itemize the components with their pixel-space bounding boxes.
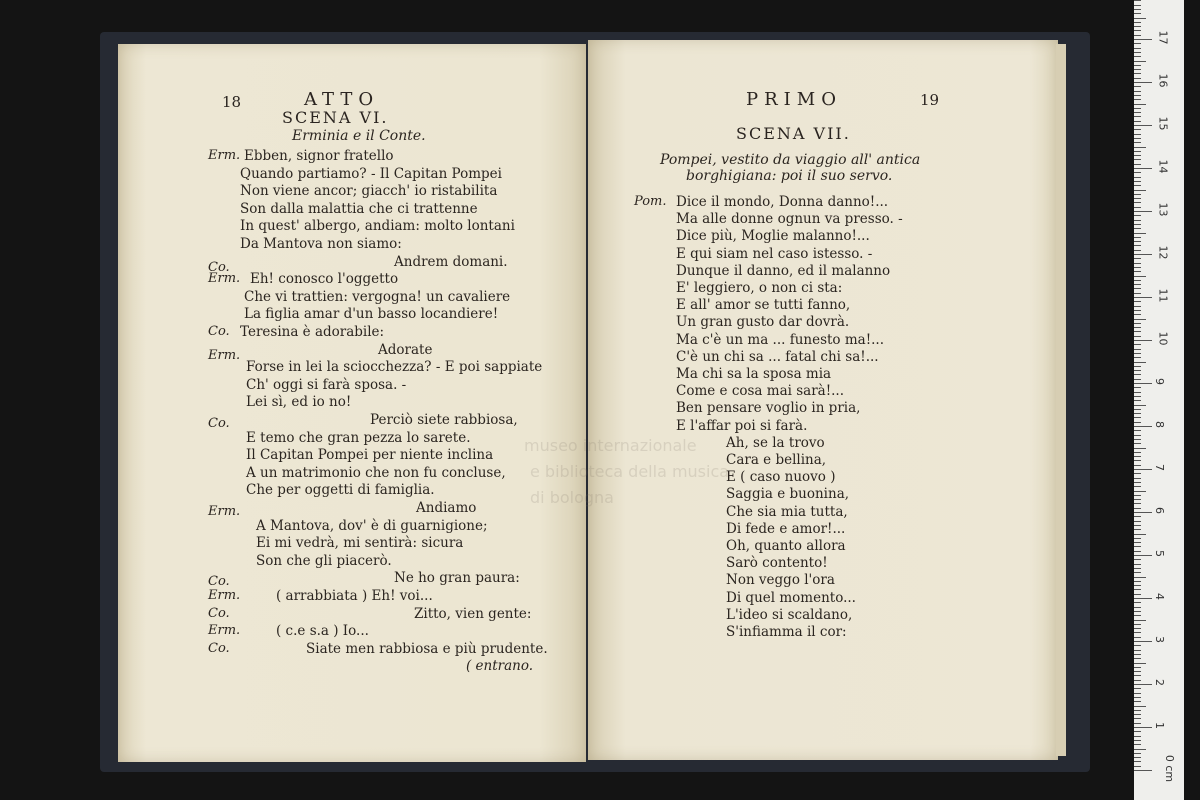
verse-line: Dunque il danno, ed il malanno xyxy=(676,262,891,279)
ruler-tick xyxy=(1134,602,1141,603)
speaker-label: Erm. xyxy=(208,148,241,163)
ruler-tick xyxy=(1134,168,1152,169)
ruler-tick xyxy=(1134,718,1141,719)
ruler-number: 10 xyxy=(1156,331,1170,346)
ruler-tick xyxy=(1134,757,1141,758)
ruler-number: 15 xyxy=(1156,116,1170,131)
speaker-label: Erm. xyxy=(208,504,241,519)
ruler-tick xyxy=(1134,736,1141,737)
ruler-number: 16 xyxy=(1156,73,1170,88)
verse-line: Son dalla malattia che ci trattenne xyxy=(240,200,478,217)
verse-line: Son che gli piacerò. xyxy=(256,552,392,569)
ruler-tick xyxy=(1134,353,1141,354)
ruler-tick xyxy=(1134,254,1152,255)
ruler-tick xyxy=(1134,95,1141,96)
ruler-tick xyxy=(1134,456,1141,457)
ruler-tick xyxy=(1134,405,1146,406)
ruler-tick xyxy=(1134,555,1152,556)
verse-line: Il Capitan Pompei per niente inclina xyxy=(246,447,494,464)
ruler-tick xyxy=(1134,26,1141,27)
ruler-tick xyxy=(1134,194,1141,195)
verse-line: Zitto, vien gente: xyxy=(414,605,532,622)
ruler-tick xyxy=(1134,245,1141,246)
right-scene-subtitle-line1: Pompei, vestito da viaggio all' antica xyxy=(660,152,921,168)
ruler-tick xyxy=(1134,69,1141,70)
ruler-tick xyxy=(1134,121,1141,122)
ruler-tick xyxy=(1134,164,1141,165)
ruler-tick xyxy=(1134,177,1141,178)
ruler-tick xyxy=(1134,258,1141,259)
ruler-tick xyxy=(1134,538,1141,539)
ruler-number: 13 xyxy=(1156,202,1170,217)
ruler-tick xyxy=(1134,706,1146,707)
verse-line: Come e cosa mai sarà!... xyxy=(676,383,845,400)
verse-line: ( entrano. xyxy=(466,658,534,675)
ruler-tick xyxy=(1134,301,1141,302)
ruler-tick xyxy=(1134,48,1141,49)
ruler-tick xyxy=(1134,658,1141,659)
ruler-tick xyxy=(1134,607,1141,608)
verse-line: E temo che gran pezza lo sarete. xyxy=(246,429,471,446)
verse-line: Forse in lei la sciocchezza? - E poi sappiate xyxy=(246,359,543,376)
ruler-tick xyxy=(1134,185,1141,186)
verse-line: L'ideo si scaldano, xyxy=(726,606,853,623)
ruler-tick xyxy=(1134,129,1141,130)
ruler-tick xyxy=(1134,684,1152,685)
verse-line: Oh, quanto allora xyxy=(726,538,846,554)
ruler-tick xyxy=(1134,155,1141,156)
ruler-tick xyxy=(1134,198,1141,199)
ruler-tick xyxy=(1134,675,1141,676)
ruler-tick xyxy=(1134,761,1141,762)
ruler-tick xyxy=(1134,525,1141,526)
ruler-tick xyxy=(1134,701,1141,702)
ruler-tick xyxy=(1134,65,1141,66)
verse-line: Non veggo l'ora xyxy=(726,572,835,589)
ruler-tick xyxy=(1134,482,1141,483)
speaker-label: Co. xyxy=(208,324,230,339)
ruler-tick xyxy=(1134,220,1141,221)
verse-line: Ch' oggi si farà sposa. - xyxy=(246,376,407,393)
ruler-tick xyxy=(1134,551,1141,552)
ruler-tick xyxy=(1134,99,1141,100)
ruler-tick xyxy=(1134,559,1141,560)
ruler-tick xyxy=(1134,650,1141,651)
ruler-tick xyxy=(1134,443,1141,444)
ruler-tick xyxy=(1134,297,1152,298)
ruler-tick xyxy=(1134,521,1141,522)
ruler-tick xyxy=(1134,452,1141,453)
ruler-tick xyxy=(1134,82,1152,83)
ruler-tick xyxy=(1134,125,1152,126)
speaker-label: Erm. xyxy=(208,588,241,603)
ruler-tick xyxy=(1134,159,1141,160)
left-page-number: 18 xyxy=(222,93,242,111)
ruler-tick xyxy=(1134,654,1141,655)
verse-line: Che vi trattien: vergogna! un cavaliere xyxy=(244,288,511,305)
ruler-tick xyxy=(1134,151,1141,152)
ruler-number: 11 xyxy=(1156,288,1170,303)
ruler-tick xyxy=(1134,499,1141,500)
ruler-tick xyxy=(1134,86,1141,87)
ruler-tick xyxy=(1134,727,1152,728)
left-running-header: ATTO xyxy=(304,89,380,110)
verse-line: Perciò siete rabbiosa, xyxy=(370,412,518,428)
right-page-number: 19 xyxy=(920,91,940,109)
ruler-tick xyxy=(1134,564,1141,565)
ruler-tick xyxy=(1134,770,1152,771)
verse-line: ( arrabbiata ) Eh! voi... xyxy=(276,588,433,604)
verse-line: Ma chi sa la sposa mia xyxy=(676,366,832,382)
ruler-tick xyxy=(1134,22,1141,23)
ruler-tick xyxy=(1134,43,1141,44)
ruler-number: 4 xyxy=(1153,593,1166,600)
verse-line: Siate men rabbiosa e più prudente. xyxy=(306,640,548,657)
ruler-tick xyxy=(1134,714,1141,715)
verse-line: Un gran gusto dar dovrà. xyxy=(676,314,850,331)
ruler-tick xyxy=(1134,172,1141,173)
ruler-tick xyxy=(1134,263,1141,264)
verse-line: Cara e bellina, xyxy=(726,452,827,468)
verse-line: Ma alle donne ognun va presso. - xyxy=(676,211,903,228)
ruler-tick xyxy=(1134,641,1152,642)
verse-line: Da Mantova non siamo: xyxy=(240,236,402,252)
ruler-tick xyxy=(1134,465,1141,466)
ruler-tick xyxy=(1134,181,1141,182)
ruler-tick xyxy=(1134,233,1146,234)
ruler-tick xyxy=(1134,645,1141,646)
ruler-tick xyxy=(1134,383,1152,384)
verse-line: Non viene ancor; giacch' io ristabilita xyxy=(240,183,498,200)
speaker-label: Erm. xyxy=(208,623,241,639)
ruler-tick xyxy=(1134,73,1141,74)
verse-line: Ebben, signor fratello xyxy=(244,148,394,164)
ruler-tick xyxy=(1134,516,1141,517)
ruler-tick xyxy=(1134,632,1141,633)
verse-line: Sarò contento! xyxy=(726,555,828,572)
verse-line: La figlia amar d'un basso locandiere! xyxy=(244,306,499,323)
speaker-label: Erm. xyxy=(208,271,241,287)
ruler-tick xyxy=(1134,112,1141,113)
ruler-tick xyxy=(1134,241,1141,242)
watermark-line3: di bologna xyxy=(530,488,614,507)
verse-line: E' leggiero, o non ci sta: xyxy=(676,280,843,296)
ruler-tick xyxy=(1134,439,1141,440)
ruler-tick xyxy=(1134,357,1141,358)
ruler-number: 1 xyxy=(1153,722,1166,729)
verse-line: Quando partiamo? - Il Capitan Pompei xyxy=(240,165,502,182)
ruler-tick xyxy=(1134,508,1141,509)
ruler-tick xyxy=(1134,13,1141,14)
ruler-tick xyxy=(1134,581,1141,582)
verse-line: Andrem domani. xyxy=(394,253,508,270)
ruler-tick xyxy=(1134,78,1141,79)
ruler-tick xyxy=(1134,413,1141,414)
page-edges xyxy=(1056,44,1066,756)
ruler-tick xyxy=(1134,667,1141,668)
ruler-tick xyxy=(1134,693,1141,694)
ruler-tick xyxy=(1134,723,1141,724)
verse-line: Che per oggetti di famiglia. xyxy=(246,482,435,499)
ruler-tick xyxy=(1134,344,1141,345)
ruler-tick xyxy=(1134,379,1141,380)
ruler-tick xyxy=(1134,615,1141,616)
ruler-tick xyxy=(1134,546,1141,547)
ruler-number: 12 xyxy=(1156,245,1170,260)
ruler-tick xyxy=(1134,35,1141,36)
speaker-label: Co. xyxy=(208,640,230,656)
ruler-tick xyxy=(1134,568,1141,569)
ruler-tick xyxy=(1134,293,1141,294)
ruler-tick xyxy=(1134,594,1141,595)
ruler-tick xyxy=(1134,387,1141,388)
ruler-tick xyxy=(1134,370,1141,371)
verse-line: E l'affar poi si farà. xyxy=(676,417,808,434)
verse-line: Ne ho gran paura: xyxy=(394,570,520,587)
ruler-tick xyxy=(1134,426,1152,427)
ruler-number: 17 xyxy=(1156,30,1170,45)
right-scene-subtitle-line2: borghigiana: poi il suo servo. xyxy=(686,168,893,184)
ruler-tick xyxy=(1134,585,1141,586)
ruler-tick xyxy=(1134,697,1141,698)
ruler-tick xyxy=(1134,228,1141,229)
ruler-tick xyxy=(1134,340,1152,341)
watermark-line2: e biblioteca della musica xyxy=(530,462,730,481)
verse-line: Di fede e amor!... xyxy=(726,520,846,537)
ruler-tick xyxy=(1134,396,1141,397)
verse-line: A Mantova, dov' è di guarnigione; xyxy=(256,517,488,534)
verse-line: Ah, se la trovo xyxy=(726,434,825,451)
ruler-tick xyxy=(1134,147,1146,148)
ruler-tick xyxy=(1134,637,1141,638)
verse-line: Dice il mondo, Donna danno!... xyxy=(676,194,889,210)
verse-line: Che sia mia tutta, xyxy=(726,503,848,520)
ruler-tick xyxy=(1134,430,1141,431)
verse-line: Saggia e buonina, xyxy=(726,486,850,503)
ruler-tick xyxy=(1134,331,1141,332)
ruler-tick xyxy=(1134,680,1141,681)
ruler-tick xyxy=(1134,207,1141,208)
ruler-tick xyxy=(1134,671,1141,672)
speaker-label: Co. xyxy=(208,605,230,621)
ruler-tick xyxy=(1134,349,1141,350)
ruler-tick xyxy=(1134,598,1152,599)
ruler-number: 14 xyxy=(1156,159,1170,174)
left-scene-title: SCENA VI. xyxy=(282,108,389,127)
verse-line: E qui siam nel caso istesso. - xyxy=(676,245,873,262)
ruler-number: 8 xyxy=(1153,421,1166,428)
ruler-tick xyxy=(1134,417,1141,418)
verse-line: ( c.e s.a ) Io... xyxy=(276,623,369,640)
ruler-tick xyxy=(1134,495,1141,496)
ruler-tick xyxy=(1134,366,1141,367)
ruler-tick xyxy=(1134,766,1141,767)
ruler-tick xyxy=(1134,56,1141,57)
ruler-tick xyxy=(1134,611,1141,612)
ruler-tick xyxy=(1134,624,1141,625)
verse-line: Di quel momento... xyxy=(726,589,856,606)
speaker-label: Co. xyxy=(208,574,230,590)
ruler-tick xyxy=(1134,336,1141,337)
verse-line: Teresina è adorabile: xyxy=(240,324,385,340)
ruler-tick xyxy=(1134,744,1141,745)
verse-line: Ma c'è un ma ... funesto ma!... xyxy=(676,331,884,348)
ruler-tick xyxy=(1134,327,1141,328)
ruler-tick xyxy=(1134,572,1141,573)
ruler-tick xyxy=(1134,473,1141,474)
speaker-label: Co. xyxy=(208,259,230,275)
ruler-tick xyxy=(1134,589,1141,590)
ruler-tick xyxy=(1134,250,1141,251)
ruler-tick xyxy=(1134,306,1141,307)
ruler-tick xyxy=(1134,448,1146,449)
ruler-tick xyxy=(1134,392,1141,393)
verse-line: C'è un chi sa ... fatal chi sa!... xyxy=(676,348,879,365)
ruler-tick xyxy=(1134,5,1141,6)
ruler-tick xyxy=(1134,224,1141,225)
ruler-tick xyxy=(1134,61,1146,62)
ruler-tick xyxy=(1134,237,1141,238)
ruler-number: 3 xyxy=(1153,636,1166,643)
ruler-tick xyxy=(1134,740,1141,741)
ruler-tick xyxy=(1134,0,1141,1)
left-scene-subtitle: Erminia e il Conte. xyxy=(292,128,426,144)
ruler-tick xyxy=(1134,374,1141,375)
ruler-tick xyxy=(1134,134,1141,135)
ruler-tick xyxy=(1134,288,1141,289)
ruler-tick xyxy=(1134,276,1146,277)
ruler-tick xyxy=(1134,534,1146,535)
ruler-tick xyxy=(1134,731,1141,732)
ruler-tick xyxy=(1134,202,1141,203)
right-running-header: PRIMO xyxy=(746,89,842,110)
verse-line: E all' amor se tutti fanno, xyxy=(676,297,851,314)
verse-line: Ben pensare voglio in pria, xyxy=(676,400,861,417)
watermark-line1: museo internazionale xyxy=(524,436,697,455)
ruler-tick xyxy=(1134,30,1141,31)
ruler-tick xyxy=(1134,39,1152,40)
verse-line: Dice più, Moglie malanno!... xyxy=(676,228,870,245)
ruler-tick xyxy=(1134,435,1141,436)
verse-line: S'infiamma il cor: xyxy=(726,624,847,640)
measuring-ruler xyxy=(1134,0,1184,800)
ruler-number: 7 xyxy=(1153,464,1166,471)
verse-line: A un matrimonio che non fu concluse, xyxy=(246,464,506,481)
ruler-number: 9 xyxy=(1153,378,1166,385)
verse-line: In quest' albergo, andiam: molto lontani xyxy=(240,218,515,235)
ruler-tick xyxy=(1134,323,1141,324)
ruler-tick xyxy=(1134,310,1141,311)
verse-line: E ( caso nuovo ) xyxy=(726,469,836,486)
ruler-tick xyxy=(1134,409,1141,410)
ruler-tick xyxy=(1134,138,1141,139)
ruler-tick xyxy=(1134,267,1141,268)
ruler-tick xyxy=(1134,211,1152,212)
verse-line: Adorate xyxy=(378,341,433,358)
ruler-tick xyxy=(1134,422,1141,423)
ruler-tick xyxy=(1134,142,1141,143)
ruler-tick xyxy=(1134,362,1146,363)
ruler-tick xyxy=(1134,753,1141,754)
ruler-tick xyxy=(1134,108,1141,109)
ruler-tick xyxy=(1134,577,1146,578)
right-scene-title: SCENA VII. xyxy=(736,124,851,143)
ruler-tick xyxy=(1134,628,1141,629)
ruler-tick xyxy=(1134,663,1146,664)
ruler-number: 6 xyxy=(1153,507,1166,514)
ruler-tick xyxy=(1134,91,1141,92)
ruler-tick xyxy=(1134,478,1141,479)
speaker-label: Co. xyxy=(208,416,230,431)
ruler-tick xyxy=(1134,529,1141,530)
verse-line: Ei mi vedrà, mi sentirà: sicura xyxy=(256,535,464,552)
ruler-tick xyxy=(1134,503,1141,504)
ruler-tick xyxy=(1134,9,1141,10)
verse-line: Andiamo xyxy=(416,500,477,516)
ruler-tick xyxy=(1134,284,1141,285)
ruler-tick xyxy=(1134,512,1152,513)
ruler-tick xyxy=(1134,400,1141,401)
ruler-tick xyxy=(1134,542,1141,543)
ruler-tick xyxy=(1134,52,1141,53)
ruler-number: 2 xyxy=(1153,679,1166,686)
ruler-tick xyxy=(1134,18,1146,19)
ruler-tick xyxy=(1134,215,1141,216)
ruler-tick xyxy=(1134,116,1141,117)
ruler-tick xyxy=(1134,469,1152,470)
verse-line: Eh! conosco l'oggetto xyxy=(250,271,399,288)
ruler-tick xyxy=(1134,280,1141,281)
verse-line: Lei sì, ed io no! xyxy=(246,394,352,411)
ruler-tick xyxy=(1134,486,1141,487)
speaker-label: Erm. xyxy=(208,347,241,363)
ruler-tick xyxy=(1134,688,1141,689)
speaker-label: Pom. xyxy=(634,194,667,209)
ruler-number: 5 xyxy=(1153,550,1166,557)
ruler-tick xyxy=(1134,271,1141,272)
ruler-tick xyxy=(1134,104,1146,105)
ruler-tick xyxy=(1134,749,1146,750)
ruler-tick xyxy=(1134,190,1146,191)
ruler-tick xyxy=(1134,319,1146,320)
ruler-tick xyxy=(1134,491,1146,492)
ruler-tick xyxy=(1134,314,1141,315)
ruler-tick xyxy=(1134,710,1141,711)
ruler-tick xyxy=(1134,620,1146,621)
ruler-number: 0 cm xyxy=(1163,754,1177,783)
ruler-tick xyxy=(1134,460,1141,461)
